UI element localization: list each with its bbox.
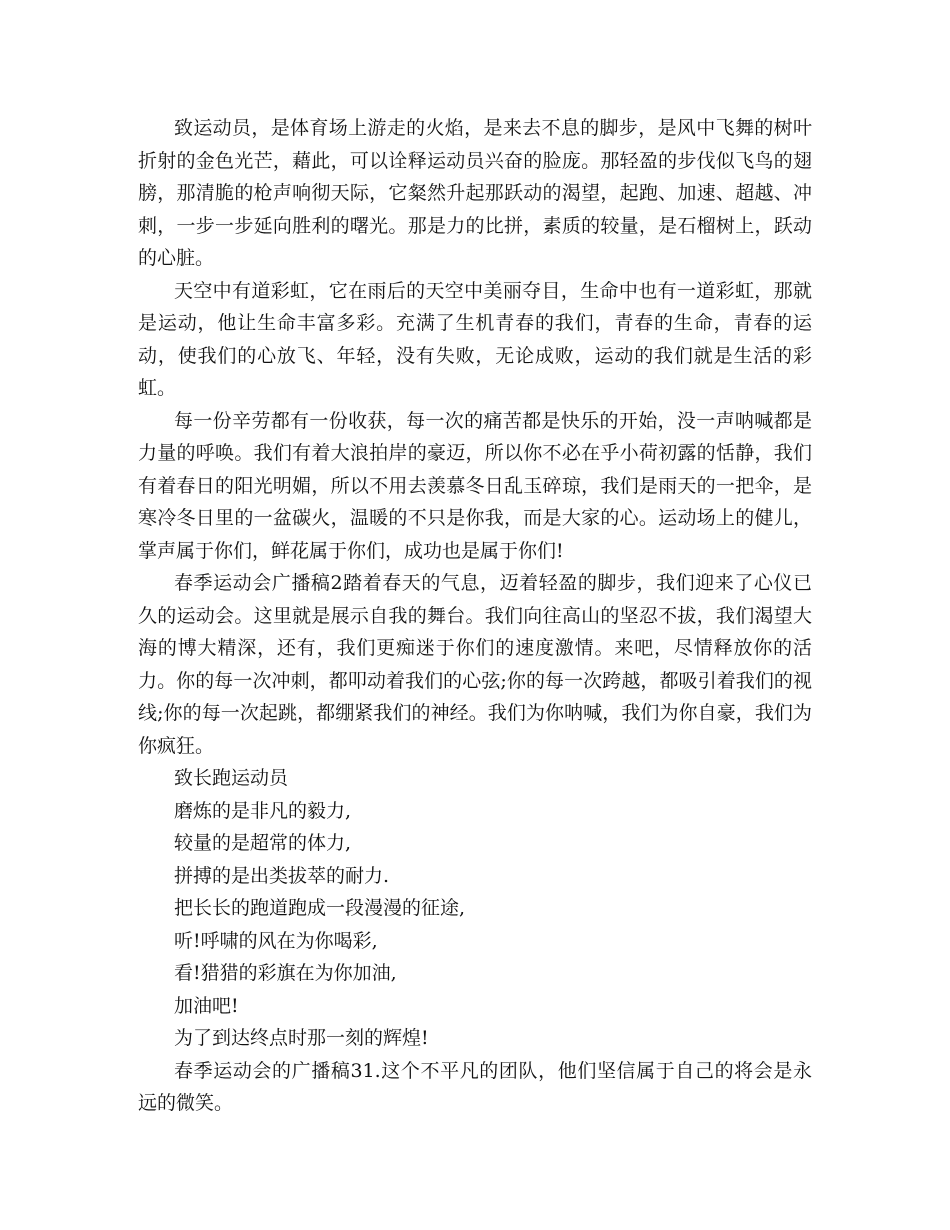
poem-line-4: 把长长的跑道跑成一段漫漫的征途, — [174, 897, 466, 919]
paragraph-3: 每一份辛劳都有一份收获，每一次的痛苦都是快乐的开始，没一声呐喊都是力量的呼唤。我们有着大浪拍岸的豪迈，所以你不必在乎小荷初露的恬静，我们有着春日的阳光明媚，所以不用去羡慕冬日乱玉碎琼，我们是雨天的一把伞，是寒冷冬日里的一盆碳火，温暖的不只是你我，而是大家的心。运动场上的健儿，掌声属于你们，鲜花属于你们，成功也是属于你们! — [138, 409, 812, 562]
poem-line-2: 较量的是超常的体力, — [174, 832, 352, 854]
poem-line-1: 磨炼的是非凡的毅力, — [174, 799, 352, 822]
poem-title: 致长跑运动员 — [174, 767, 289, 789]
poem-line-8: 为了到达终点时那一刻的辉煌! — [174, 1027, 429, 1049]
poem-line-7: 加油吧! — [174, 994, 239, 1017]
poem-line-3: 拼搏的是出类拔萃的耐力. — [174, 864, 390, 887]
paragraph-2: 天空中有道彩虹，它在雨后的天空中美丽夺目，生命中也有一道彩虹，那就是运动，他让生命丰富多彩。充满了生机青春的我们，青春的生命，青春的运动，使我们的心放飞、年轻，没有失败，无论成败，运动的我们就是生活的彩虹。 — [138, 279, 812, 399]
closing-paragraph: 春季运动会的广播稿31.这个不平凡的团队，他们坚信属于自己的将会是永远的微笑。 — [138, 1059, 812, 1114]
poem-line-6: 看!猎猎的彩旗在为你加油, — [174, 962, 397, 984]
poem-line-5: 听!呼啸的风在为你喝彩, — [174, 929, 378, 952]
paragraph-1: 致运动员，是体育场上游走的火焰，是来去不息的脚步，是风中飞舞的树叶折射的金色光芒，藉此，可以诠释运动员兴奋的脸庞。那轻盈的步伐似飞鸟的翅膀，那清脆的枪声响彻天际，它粲然升起那跃动的渴望，起跑、加速、超越、冲刺，一步一步延向胜利的曙光。那是力的比拼，素质的较量，是石榴树上，跃动的心脏。 — [138, 117, 812, 269]
paragraph-4: 春季运动会广播稿2踏着春天的气息，迈着轻盈的脚步，我们迎来了心仪已久的运动会。这里就是展示自我的舞台。我们向往高山的坚忍不拔，我们渴望大海的博大精深，还有，我们更痴迷于你们的速度激情。来吧，尽情释放你的活力。你的每一次冲刺，都叩动着我们的心弦;你的每一次跨越，都吸引着我们的视线;你的每一次起跳，都绷紧我们的神经。我们为你呐喊，我们为你自豪，我们为你疯狂。 — [138, 572, 812, 757]
